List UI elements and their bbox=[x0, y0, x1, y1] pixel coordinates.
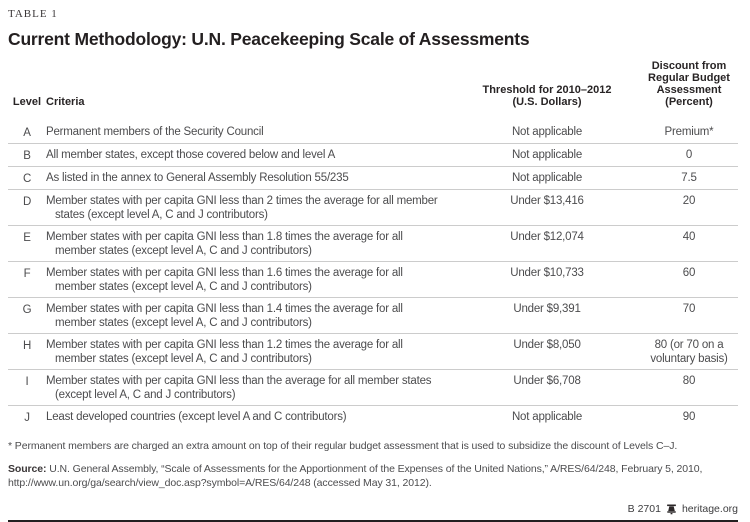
table-row bbox=[8, 167, 738, 190]
threshold-cell: Under $13,416 bbox=[510, 195, 584, 207]
level-cell: D bbox=[22, 196, 32, 208]
level-cell: E bbox=[23, 232, 31, 244]
discount-cell bbox=[640, 410, 738, 424]
header-discount-line2: Regular Budget bbox=[648, 72, 730, 84]
header-threshold-line1: Threshold for 2010–2012 bbox=[482, 84, 612, 96]
level-cell: G bbox=[22, 304, 32, 316]
level-cell: C bbox=[22, 173, 32, 185]
level-cell: I bbox=[25, 376, 29, 388]
liberty-bell-icon bbox=[666, 504, 677, 515]
discount-value: 70 bbox=[682, 303, 696, 315]
discount-cell bbox=[640, 171, 738, 185]
table-body bbox=[8, 121, 738, 428]
criteria-text: Member states with per capita GNI less than 1.8 times the average for all member states (except level A, C and J contributors) bbox=[46, 231, 403, 257]
criteria-cell bbox=[46, 338, 454, 366]
threshold-cell: Not applicable bbox=[511, 411, 583, 423]
table-row bbox=[8, 226, 738, 262]
discount-cell bbox=[640, 302, 738, 316]
level-cell: F bbox=[23, 268, 31, 280]
criteria-text: Member states with per capita GNI less than 2 times the average for all member states (except level A, C and J contributors) bbox=[46, 195, 438, 221]
threshold-cell: Under $12,074 bbox=[510, 231, 584, 243]
criteria-cell bbox=[46, 374, 454, 402]
criteria-text: Member states with per capita GNI less than 1.4 times the average for all member states (except level A, C and J contributors) bbox=[46, 303, 403, 329]
discount-cell bbox=[640, 266, 738, 280]
discount-cell bbox=[640, 374, 738, 388]
footnote: * Permanent members are charged an extra amount on top of their regular budget assessment that is used to subsidize the discount of Levels C–J. bbox=[8, 440, 678, 452]
table-row bbox=[8, 144, 738, 167]
discount-value: 90 bbox=[682, 411, 696, 423]
table-header-row bbox=[8, 60, 738, 121]
header-discount-line1: Discount from bbox=[651, 60, 727, 72]
level-cell: B bbox=[23, 150, 31, 162]
threshold-cell: Under $9,391 bbox=[513, 303, 581, 315]
header-discount bbox=[640, 60, 738, 108]
report-id: B 2701 bbox=[627, 503, 661, 515]
assessments-table bbox=[8, 60, 738, 428]
source-label: Source: bbox=[8, 463, 47, 475]
criteria-text: As listed in the annex to General Assembly Resolution 55/235 bbox=[46, 172, 349, 184]
header-threshold-line2: (U.S. Dollars) bbox=[512, 96, 582, 108]
threshold-cell: Under $6,708 bbox=[513, 375, 581, 387]
header-criteria: Criteria bbox=[46, 96, 85, 108]
discount-cell bbox=[640, 125, 738, 139]
criteria-text: All member states, except those covered below and level A bbox=[46, 149, 336, 161]
criteria-text: Member states with per capita GNI less than the average for all member states (except level A, C and J contributors) bbox=[46, 375, 432, 401]
discount-value: 7.5 bbox=[681, 172, 697, 184]
page-title: Current Methodology: U.N. Peacekeeping Scale of Assessments bbox=[8, 29, 530, 49]
criteria-text: Member states with per capita GNI less than 1.2 times the average for all member states (except level A, C and J contributors) bbox=[46, 339, 403, 365]
criteria-text: Permanent members of the Security Council bbox=[46, 126, 264, 138]
criteria-cell bbox=[46, 266, 454, 294]
threshold-cell: Not applicable bbox=[511, 126, 583, 138]
header-discount-line4: (Percent) bbox=[665, 96, 713, 108]
criteria-cell bbox=[46, 410, 454, 424]
level-cell: H bbox=[22, 340, 32, 352]
table-row bbox=[8, 298, 738, 334]
discount-value: 40 bbox=[682, 231, 696, 243]
table-row bbox=[8, 334, 738, 370]
table-row bbox=[8, 190, 738, 226]
header-level: Level bbox=[12, 96, 42, 108]
discount-value: 80 (or 70 on a voluntary basis) bbox=[650, 339, 728, 365]
header-discount-line3: Assessment bbox=[656, 84, 722, 96]
discount-cell bbox=[640, 230, 738, 244]
discount-value: 80 bbox=[682, 375, 696, 387]
criteria-cell bbox=[46, 125, 454, 139]
threshold-cell: Under $8,050 bbox=[513, 339, 581, 351]
discount-cell bbox=[640, 194, 738, 208]
table-row bbox=[8, 406, 738, 428]
criteria-cell bbox=[46, 148, 454, 162]
discount-value: Premium* bbox=[664, 126, 714, 138]
table-row bbox=[8, 262, 738, 298]
criteria-cell bbox=[46, 194, 454, 222]
threshold-cell: Under $10,733 bbox=[510, 267, 584, 279]
criteria-cell bbox=[46, 171, 454, 185]
table-number-label: TABLE 1 bbox=[8, 8, 58, 20]
header-threshold bbox=[454, 84, 640, 108]
discount-value: 60 bbox=[682, 267, 696, 279]
criteria-text: Member states with per capita GNI less than 1.6 times the average for all member states (except level A, C and J contributors) bbox=[46, 267, 403, 293]
discount-cell bbox=[640, 338, 738, 366]
discount-value: 20 bbox=[682, 195, 696, 207]
discount-value: 0 bbox=[685, 149, 693, 161]
threshold-cell: Not applicable bbox=[511, 172, 583, 184]
threshold-cell: Not applicable bbox=[511, 149, 583, 161]
level-cell: A bbox=[23, 127, 31, 139]
footer-line bbox=[8, 503, 738, 515]
source-note bbox=[8, 463, 738, 490]
level-cell: J bbox=[24, 412, 30, 424]
criteria-cell bbox=[46, 230, 454, 258]
source-text: U.N. General Assembly, “Scale of Assessments for the Apportionment of the Expenses of the United Nations,” A/RES/64/248, February 5, 2010, http://www.un.org/ga/search/view_doc.asp?symbol=A/RES/64/248 (accessed May 31, 2012). bbox=[8, 463, 703, 489]
table-row bbox=[8, 370, 738, 406]
table-row bbox=[8, 121, 738, 144]
discount-cell bbox=[640, 148, 738, 162]
criteria-cell bbox=[46, 302, 454, 330]
criteria-text: Least developed countries (except level A and C contributors) bbox=[46, 411, 347, 423]
site-name: heritage.org bbox=[681, 503, 738, 515]
